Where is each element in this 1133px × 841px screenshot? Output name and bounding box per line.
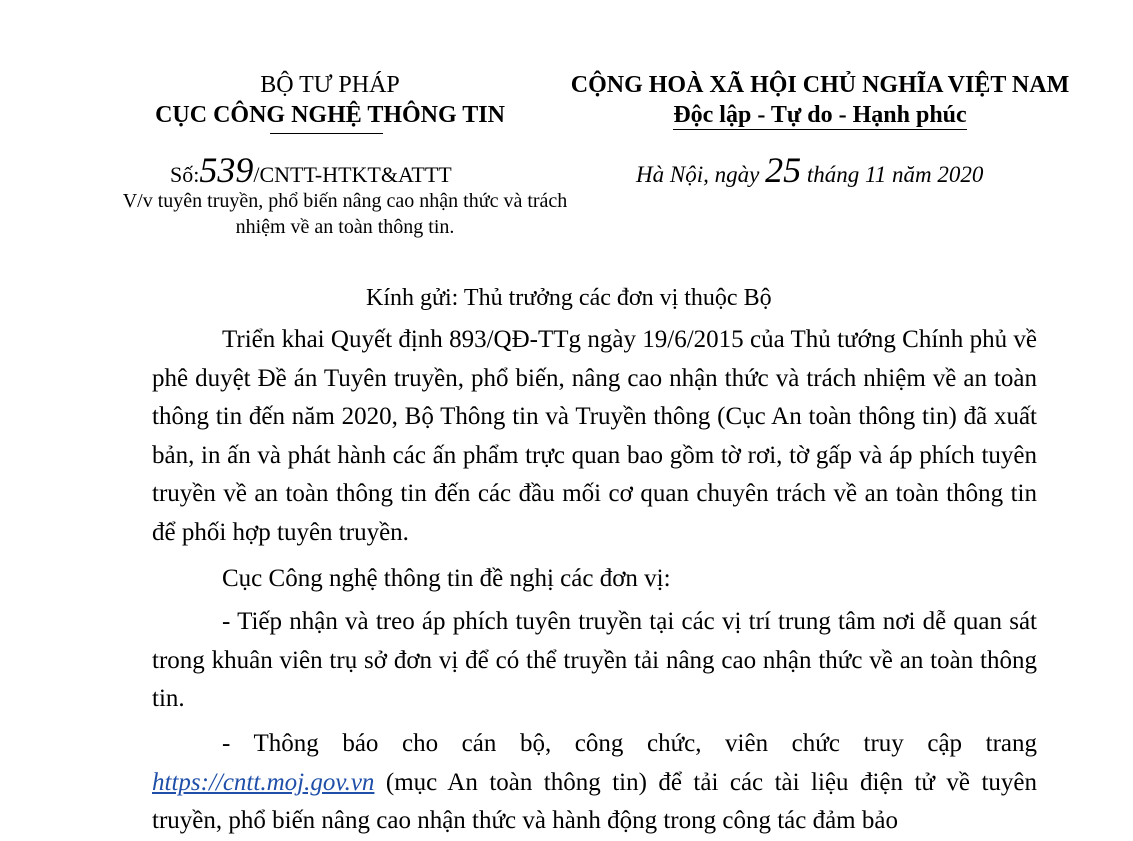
recipient-line: Kính gửi: Thủ trưởng các đơn vị thuộc Bộ (366, 285, 772, 311)
department-name: CỤC CÔNG NGHỆ THÔNG TIN (155, 102, 505, 128)
website-link[interactable]: https://cntt.moj.gov.vn (152, 768, 375, 796)
body-paragraph-1: Triển khai Quyết định 893/QĐ-TTg ngày 19/6/2015 của Thủ tướng Chính phủ về phê duyệt Đề án Tuyên truyền, phổ biến, nâng cao nhận thức và trách nhiệm về an toàn thông tin đến năm 2020, Bộ Thông tin và Truyền thông (Cục An toàn thông tin) đã xuất bản, in ấn và phát hành các ấn phẩm trực quan bao gồm tờ rơi, tờ gấp và áp phích tuyên truyền về an toàn thông tin đến các đầu mối cơ quan chuyên trách về an toàn thông tin để phối hợp tuyên truyền. (152, 326, 1037, 546)
handwritten-number: 539 (199, 150, 254, 190)
body-paragraph-4 (152, 725, 1037, 841)
country-name: CỘNG HOÀ XÃ HỘI CHỦ NGHĨA VIỆT NAM (570, 72, 1070, 98)
document-date (636, 150, 983, 195)
body-paragraph-3: - Tiếp nhận và treo áp phích tuyên truyền tại các vị trí trung tâm nơi dễ quan sát trong khuân viên trụ sở đơn vị để có thể truyền tải nâng cao nhận thức về an toàn thông tin. (152, 608, 1037, 712)
number-prefix: Số: (170, 162, 200, 187)
motto-text: Độc lập - Tự do - Hạnh phúc (673, 102, 967, 128)
national-motto (540, 100, 1100, 130)
date-suffix: tháng 11 năm 2020 (801, 162, 984, 187)
handwritten-day: 25 (765, 150, 802, 190)
document-subject: V/v tuyên truyền, phổ biến nâng cao nhận thức và trách nhiệm về an toàn thông tin. (122, 190, 568, 238)
number-suffix: /CNTT-HTKT&ATTT (253, 162, 452, 187)
p4-text-after: (mục An toàn thông tin) để tải các tài liệu điện tử về tuyên truyền, phổ biến nâng cao nhận thức và hành động trong công tác đảm bảo (152, 768, 1037, 834)
date-prefix: Hà Nội, ngày (636, 162, 766, 187)
p4-text-before: - Thông báo cho cán bộ, công chức, viên chức truy cập trang (222, 730, 1037, 757)
ministry-name: BỘ TƯ PHÁP (260, 72, 400, 98)
body-paragraph-2: Cục Công nghệ thông tin đề nghị các đơn vị: (222, 565, 671, 592)
department-underline (270, 133, 383, 134)
